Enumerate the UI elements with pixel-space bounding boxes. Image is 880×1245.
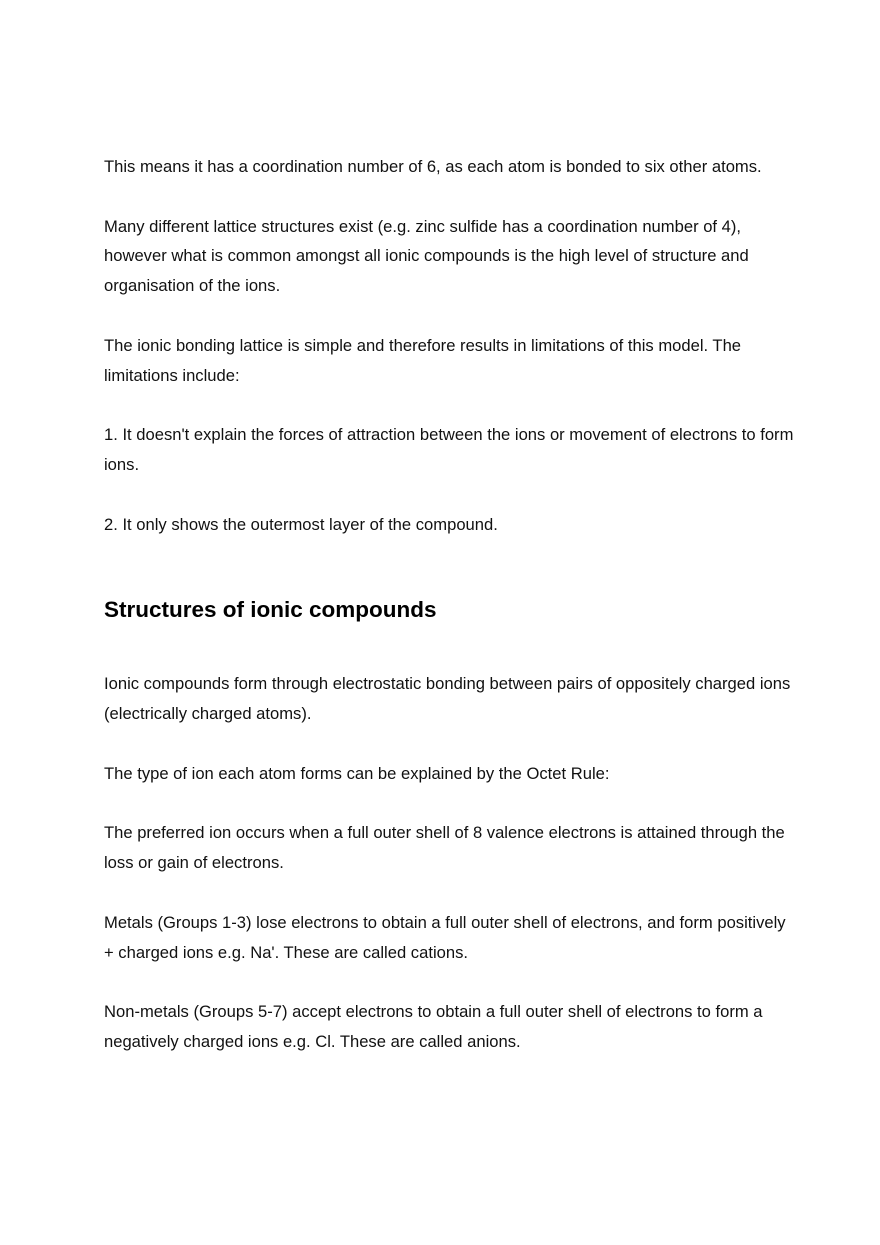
paragraph-ionic-compounds-form: Ionic compounds form through electrostatic bonding between pairs of oppositely charged ions (electrically charged atoms). (104, 674, 791, 724)
paragraph-spacer (104, 301, 794, 331)
paragraph-spacer (104, 729, 794, 759)
paragraph-spacer (104, 788, 794, 818)
document-page (104, 152, 794, 1057)
paragraph-coordination-number: This means it has a coordination number of 6, as each atom is bonded to six other atoms. (104, 157, 762, 176)
paragraph-nonmetals-anions: Non-metals (Groups 5-7) accept electrons to obtain a full outer shell of electrons to form a negatively charged ions e.g. Cl. These are called anions. (104, 1002, 763, 1051)
list-item-limitation-2: 2. It only shows the outermost layer of the compound. (104, 514, 498, 534)
heading-spacer (104, 625, 794, 669)
list-item-limitation-1: 1. It doesn't explain the forces of attraction between the ions or movement of electrons to form ions. (104, 425, 794, 474)
paragraph-lattice-limitations: The ionic bonding lattice is simple and therefore results in limitations of this model. The limitations include: (104, 335, 742, 385)
section-heading: Structures of ionic compounds (104, 597, 437, 623)
paragraph-spacer (104, 182, 794, 212)
heading-spacer (104, 539, 794, 595)
paragraph-spacer (104, 390, 794, 420)
paragraph-spacer (104, 878, 794, 908)
paragraph-spacer (104, 480, 794, 510)
paragraph-metals-cations: Metals (Groups 1-3) lose electrons to obtain a full outer shell of electrons, and form positively + charged ions e.g. Na'. These are called cations. (104, 912, 786, 962)
paragraph-octet-rule: The type of ion each atom forms can be explained by the Octet Rule: (104, 763, 610, 783)
paragraph-spacer (104, 967, 794, 997)
paragraph-preferred-ion: The preferred ion occurs when a full outer shell of 8 valence electrons is attained through the loss or gain of electrons. (104, 823, 785, 873)
paragraph-lattice-structures: Many different lattice structures exist (e.g. zinc sulfide has a coordination number of 4), however what is common amongst all ionic compounds is the high level of structure and organisation of the ions. (104, 216, 749, 296)
